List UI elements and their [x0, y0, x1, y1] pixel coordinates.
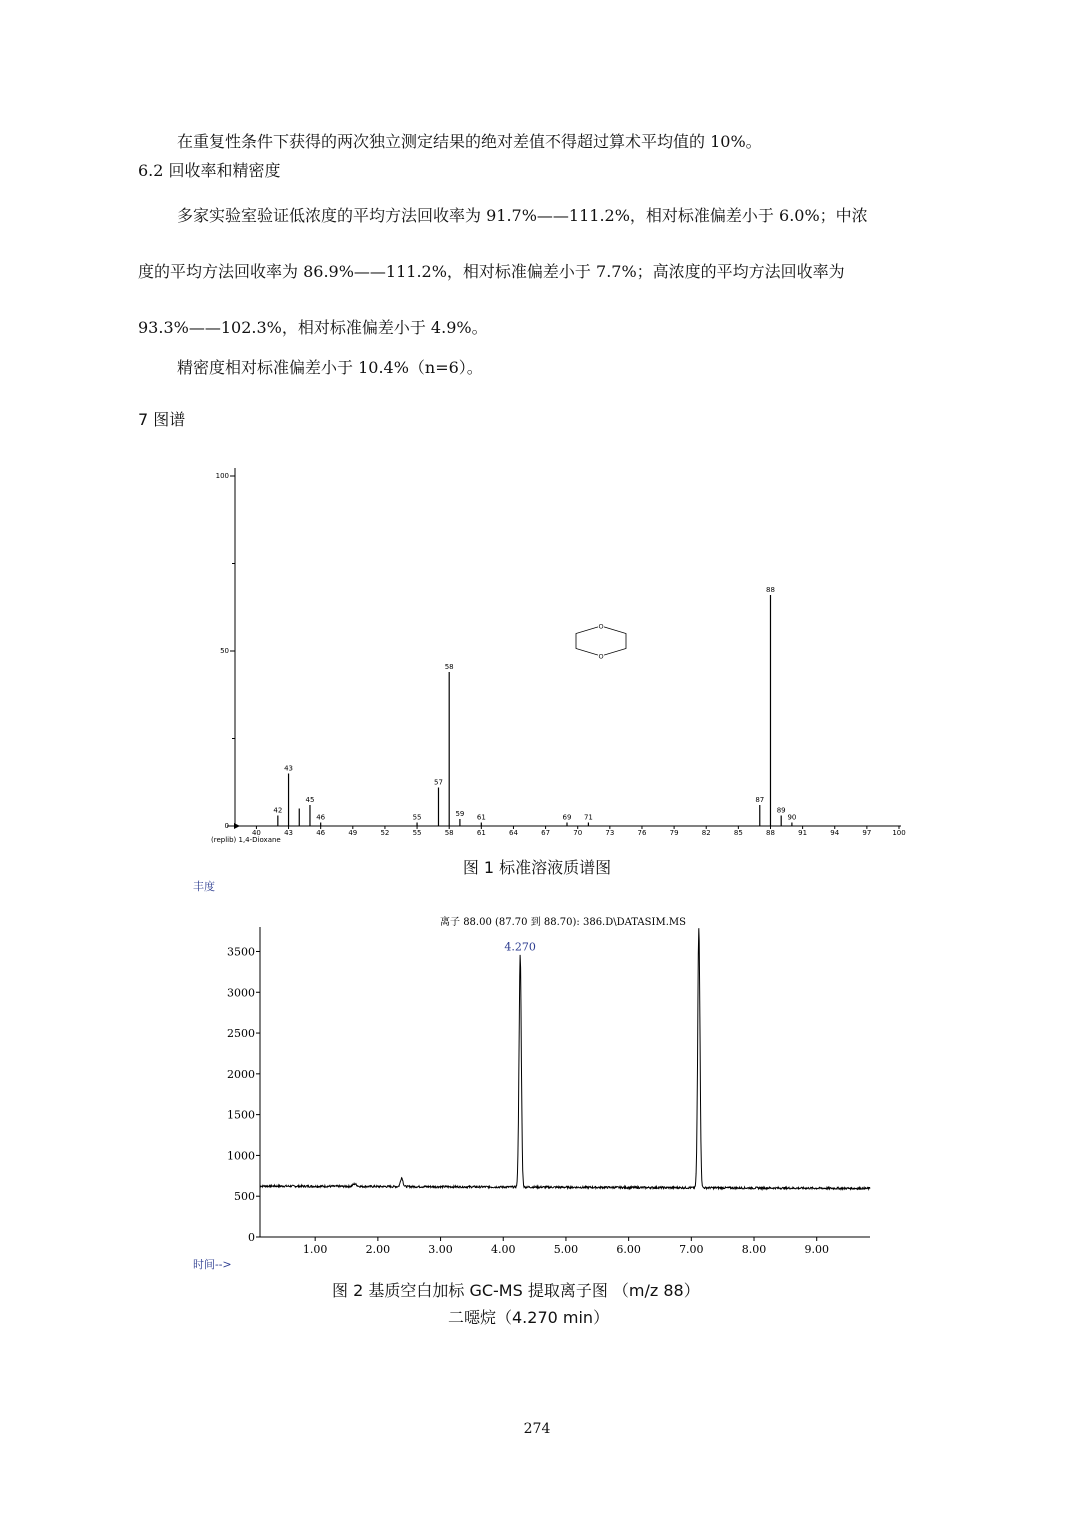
- peak-label: 90: [787, 813, 797, 822]
- paragraph-recovery-line-2: 度的平均方法回收率为 86.9%——111.2%，相对标准偏差小于 7.7%；高浓度的平均方法回收率为: [138, 262, 845, 281]
- x-tick-label: 52: [380, 829, 390, 837]
- x-tick-label: 6.00: [616, 1243, 641, 1256]
- x-tick-label: 3.00: [428, 1243, 453, 1256]
- y-tick-label: 500: [234, 1190, 255, 1204]
- peak-label: 57: [434, 778, 443, 787]
- y-tick-label: 1500: [227, 1108, 255, 1122]
- figure-2-caption: 图 2 基质空白加标 GC-MS 提取离子图 （m/z 88）: [332, 1281, 700, 1300]
- paragraph-recovery-line-1: 多家实验室验证低浓度的平均方法回收率为 91.7%——111.2%，相对标准偏差小于 6.0%；中浓: [177, 206, 868, 225]
- figure-1-caption: 图 1 标准溶液质谱图: [462, 858, 612, 877]
- x-tick-label: 94: [830, 829, 840, 837]
- peak-label: 55: [412, 813, 422, 822]
- x-tick-label: 88: [766, 829, 775, 837]
- oxygen-atom-label: O: [598, 652, 604, 661]
- peak-label: 58: [444, 663, 454, 671]
- figure-2-subcaption: 二噁烷（4.270 min）: [448, 1308, 610, 1327]
- x-tick-label: 73: [605, 829, 615, 837]
- oxygen-atom-label: O: [598, 622, 604, 631]
- y-tick-label: 0: [224, 822, 229, 830]
- y-tick-label: 1000: [227, 1149, 255, 1163]
- peak-label: 88: [766, 586, 775, 594]
- x-tick-label: 67: [541, 829, 551, 837]
- y-tick-label: 0: [248, 1231, 255, 1244]
- x-tick-label: 64: [508, 829, 518, 837]
- paragraph-recovery-line-3: 93.3%——102.3%，相对标准偏差小于 4.9%。: [138, 318, 488, 337]
- x-tick-label: 55: [412, 829, 422, 837]
- peak-retention-label: 4.270: [504, 940, 536, 954]
- x-tick-label: 58: [444, 829, 454, 837]
- x-tick-label: 76: [637, 829, 647, 837]
- section-heading-6-2: 6.2 回收率和精密度: [138, 161, 281, 180]
- x-tick-label: 85: [733, 829, 743, 837]
- library-label: (replib) 1,4-Dioxane: [211, 836, 281, 844]
- x-tick-label: 8.00: [741, 1243, 767, 1256]
- x-tick-label: 100: [892, 829, 906, 837]
- y-axis-title: 丰度: [193, 880, 215, 893]
- paragraph-precision: 精密度相对标准偏差小于 10.4%（n=6）。: [177, 358, 483, 377]
- y-tick-label: 2000: [227, 1067, 255, 1081]
- x-tick-label: 97: [862, 829, 872, 837]
- x-tick-label: 40: [251, 829, 261, 837]
- x-tick-label: 2.00: [365, 1243, 391, 1256]
- x-tick-label: 82: [701, 829, 711, 837]
- peak-label: 87: [755, 796, 765, 804]
- y-tick-label: 3500: [227, 945, 255, 959]
- x-tick-label: 7.00: [679, 1243, 704, 1256]
- x-tick-label: 4.00: [490, 1243, 516, 1256]
- peak-label: 59: [455, 810, 465, 818]
- x-tick-label: 1.00: [302, 1243, 328, 1256]
- peak-label: 42: [273, 806, 283, 815]
- x-tick-label: 9.00: [804, 1243, 829, 1256]
- x-tick-label: 79: [669, 829, 679, 837]
- peak-label: 89: [776, 806, 786, 815]
- x-tick-label: 49: [348, 829, 358, 837]
- section-heading-7: 7 图谱: [138, 410, 186, 429]
- ion-chromatogram-chart: [180, 875, 900, 1275]
- peak-label: 61: [476, 813, 486, 822]
- origin-marker: [234, 823, 240, 829]
- y-tick-label: 50: [220, 647, 229, 655]
- peak-label: 45: [305, 796, 315, 804]
- x-tick-label: 70: [573, 829, 583, 837]
- x-axis-title: 时间-->: [193, 1258, 232, 1271]
- peak-label: 69: [562, 813, 572, 822]
- x-tick-label: 46: [316, 829, 326, 837]
- x-tick-label: 91: [798, 829, 808, 837]
- peak-label: 43: [284, 764, 294, 773]
- x-tick-label: 5.00: [553, 1243, 579, 1256]
- chromatogram-trace: [260, 928, 870, 1189]
- x-tick-label: 43: [284, 829, 294, 837]
- x-tick-label: 61: [476, 829, 486, 837]
- mass-spectrum-chart: [195, 455, 915, 855]
- page-number: 274: [523, 1421, 551, 1437]
- peak-label: 71: [583, 813, 593, 822]
- y-tick-label: 2500: [227, 1027, 255, 1041]
- y-tick-label: 3000: [227, 986, 255, 1000]
- y-tick-label: 100: [215, 472, 229, 480]
- peak-label: 46: [316, 813, 326, 822]
- ion-label: 离子 88.00 (87.70 到 88.70): 386.D\DATASIM.MS: [440, 917, 686, 928]
- paragraph-repeatability: 在重复性条件下获得的两次独立测定结果的绝对差值不得超过算术平均值的 10%。: [177, 132, 762, 151]
